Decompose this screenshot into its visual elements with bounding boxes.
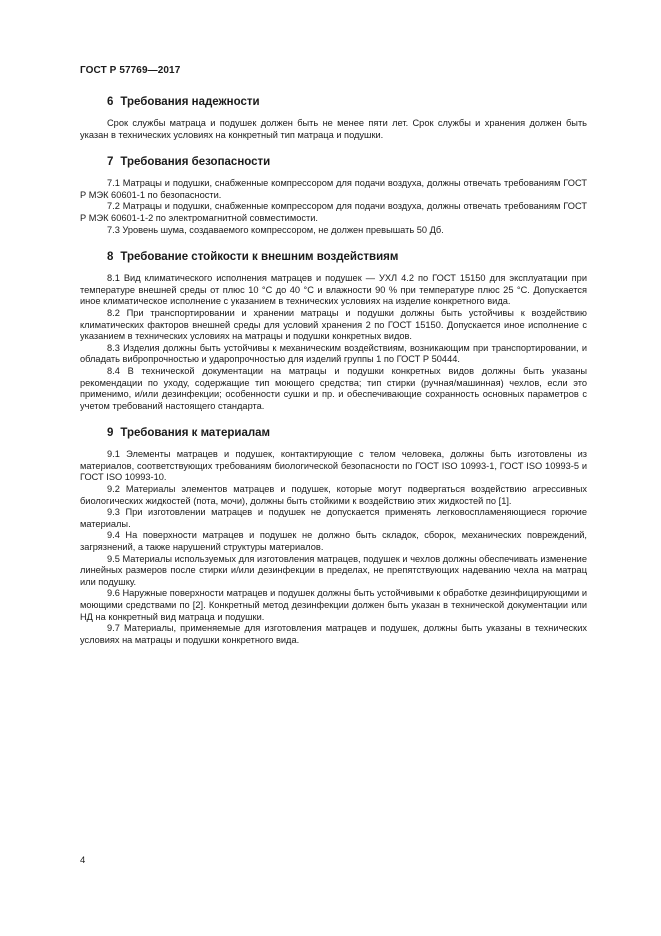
paragraph: 8.2 При транспортировании и хранении матрацы и подушки должны быть устойчивы к воздействию климатических факторов внешней среды для условий хранения 2 по ГОСТ 15150. Допускается иное исполнение с указанием в технических условиях на матрацы и подушки конкретных видов. <box>80 307 587 342</box>
paragraph: 8.3 Изделия должны быть устойчивы к механическим воздействиям, возникающим при транспортировании, и обладать вибропрочностью и ударопрочностью для изделий группы 1 по ГОСТ Р 50444. <box>80 342 587 365</box>
paragraph: 9.7 Материалы, применяемые для изготовления матрацев и подушек, должны быть указаны в технических условиях на матрацы и подушки конкретного вида. <box>80 623 587 645</box>
section-heading: 7 Требования безопасности <box>107 156 271 169</box>
section-heading: 9 Требования к материалам <box>107 427 271 440</box>
document-body <box>80 95 587 660</box>
section-9 <box>80 426 587 646</box>
section-8 <box>80 250 587 412</box>
paragraph: 7.2 Матрацы и подушки, снабженные компрессором для подачи воздуха, должны отвечать требованиям ГОСТ Р МЭК 60601-1-2 по электромагнитной совместимости. <box>80 201 587 223</box>
paragraph: 9.1 Элементы матрацев и подушек, контактирующие с телом человека, должны быть изготовлены из материалов, соответствующих требованиям биологической безопасности по ГОСТ ISO 10993-1, ГОСТ ISO 10993-5 и ГОСТ ISO 10993-10. <box>80 449 587 483</box>
section-7 <box>80 155 587 236</box>
paragraph: 9.2 Материалы элементов матрацев и подушек, которые могут подвергаться воздействию агрессивных биологических жидкостей (пота, мочи), должны быть стойкими к воздействию этих жидкостей по [1]. <box>80 484 587 506</box>
paragraph: 9.6 Наружные поверхности матрацев и подушек должны быть устойчивыми к обработке дезинфицирующими и моющими средствами по [2]. Конкретный метод дезинфекции должен быть указан в технической документации или НД на конкретный вид матраца и подушки. <box>80 588 587 622</box>
paragraph: Срок службы матраца и подушек должен быть не менее пяти лет. Срок службы и хранения должен быть указан в технических условиях на конкретный тип матраца и подушки. <box>80 118 587 140</box>
paragraph: 8.4 В технической документации на матрацы и подушки конкретных видов должны быть указаны рекомендации по уходу, содержащие тип моющего средства; тип стирки (ручная/машинная) чехлов, если это применимо, и/или дезинфекции; особенности сушки и пр. и обеспечивающие сохранность основных параметров с учетом требований настоящего стандарта. <box>80 365 587 411</box>
paragraph: 8.1 Вид климатического исполнения матрацев и подушек — УХЛ 4.2 по ГОСТ 15150 для эксплуатации при температуре внешней среды от плюс 10 °С до 40 °С и влажности 90 % при температуре плюс 25 °С. Допускается иное климатическое исполнение с указанием в технических условиях на изделие конкретного вида. <box>80 273 587 307</box>
paragraph: 9.5 Материалы используемых для изготовления матрацев, подушек и чехлов должны обеспечивать изменение линейных размеров после стирки и/или дезинфекции в пределах, не препятствующих надеванию чехла на матрац или подушку. <box>80 553 587 587</box>
paragraph: 7.1 Матрацы и подушки, снабженные компрессором для подачи воздуха, должны отвечать требованиям ГОСТ Р МЭК 60601-1 по безопасности. <box>80 178 587 200</box>
document-header: ГОСТ Р 57769—2017 <box>80 65 181 76</box>
paragraph: 9.3 При изготовлении матрацев и подушек не допускается применять легковоспламеняющиеся горючие материалы. <box>80 507 587 529</box>
paragraph: 7.3 Уровень шума, создаваемого компрессором, не должен превышать 50 Дб. <box>107 224 444 235</box>
section-6 <box>80 95 587 141</box>
page-number: 4 <box>80 855 86 866</box>
section-heading: 6 Требования надежности <box>107 96 260 108</box>
paragraph: 9.4 На поверхности матрацев и подушек не должно быть складок, сборок, механических повреждений, загрязнений, а также нарушений структуры материалов. <box>80 530 587 553</box>
section-heading: 8 Требование стойкости к внешним воздействиям <box>107 251 399 264</box>
